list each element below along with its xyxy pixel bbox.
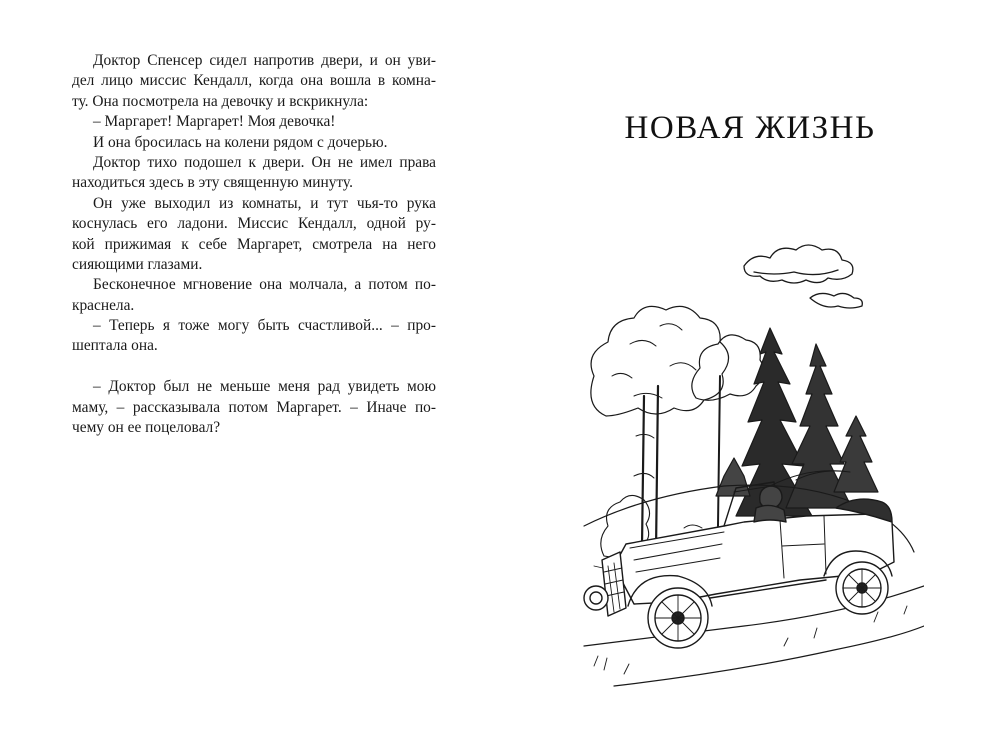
right-page [500,0,1000,750]
grass-strokes [594,606,907,674]
text-line: Доктор Спенсер сидел напротив двери, и он уви- [93,52,436,69]
text-line: краснела. [72,296,135,314]
car-landscape-illustration [574,226,924,696]
tree-cluster-left [591,306,764,557]
body-text [72,51,436,438]
text-line: – Доктор был не меньше меня рад увидеть мою [93,378,436,396]
text-line: чему он ее поцеловал? [72,419,221,437]
text-line: сияющими глазами. [72,255,203,273]
text-line: дел лицо миссис Кендалл, когда она вошла в комна- [72,72,436,90]
text-line: находиться здесь в эту священную минуту. [72,174,353,192]
text-line: И она бросилась на колени рядом с дочерью. [93,133,388,151]
chapter-title: НОВАЯ ЖИЗНЬ [624,110,876,146]
text-line: ту. Она посмотрела на девочку и вскрикнула: [72,92,369,110]
text-line: Доктор тихо подошел к двери. Он не имел права [93,153,436,171]
text-line: – Теперь я тоже могу быть счастливой... – про- [93,317,436,335]
text-line: Бесконечное мгновение она молчала, а потом по- [93,276,436,294]
text-line: кой прижимая к себе Маргарет, смотрела на него [72,235,436,253]
text-line: шептала она. [72,337,158,355]
text-line: Он уже выходил из комнаты, и тут чья-то рука [93,194,436,212]
text-line: коснулась его ладони. Миссис Кендалл, одной ру- [72,215,436,233]
cloud-drawing [744,245,862,308]
text-line: маму, – рассказывала потом Маргарет. – Иначе по- [72,398,436,416]
text-line: – Маргарет! Маргарет! Моя девочка! [93,113,336,131]
paragraph-gap [72,357,436,377]
